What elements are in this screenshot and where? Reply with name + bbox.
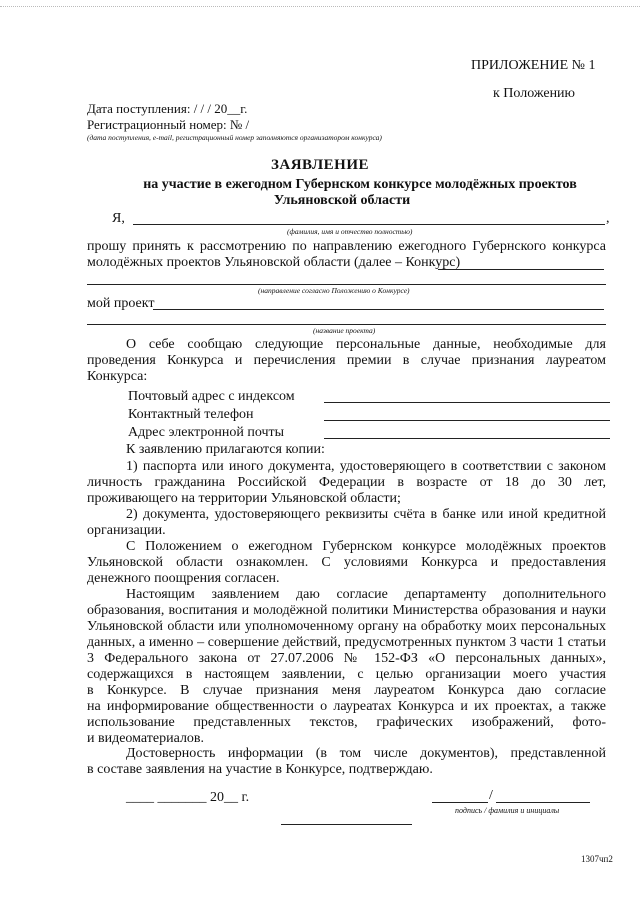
acknowledgement-paragraph [87, 539, 606, 587]
consent-line-7: в Конкурсе. В случае признания меня лауреатом Конкурса даю согласие [87, 683, 606, 698]
phone-field[interactable] [324, 420, 610, 421]
personal-intro-line-1: О себе сообщаю следующие персональные данные, необходимые для [126, 337, 606, 352]
direction-line-a[interactable] [438, 269, 604, 270]
attachment-1-line-2: личность гражданина Российской Федерации в возрасте от 18 до 30 лет, [87, 475, 606, 490]
project-prefix: мой проект [87, 296, 155, 311]
appendix-label: ПРИЛОЖЕНИЕ № 1 [471, 58, 596, 73]
consent-line-1: Настоящим заявлением даю согласие департаменту дополнительного [126, 587, 606, 602]
ack-line-1: С Положением о ежегодном Губернском конкурсе молодёжных проектов [126, 539, 606, 554]
signature-date: ____ _______ 20__ г. [126, 790, 250, 805]
accuracy-line-1: Достоверность информации (в том числе документов), представленной [126, 746, 606, 761]
scan-artifact-top [0, 6, 640, 11]
applicant-caption: (фамилия, имя и отчество полностью) [287, 227, 413, 236]
project-name-line-b[interactable] [87, 324, 606, 325]
consent-line-8: на информирование общественности о лауреатах Конкурса и их проектах, а также [87, 699, 606, 714]
phone-label: Контактный телефон [128, 407, 254, 422]
consent-line-6: содержащихся в настоящем заявлении, с целью организации моего участия [87, 667, 606, 682]
personal-intro-line-2: проведения Конкурса и перечисления премии в случае признания лауреатом [87, 353, 606, 368]
signature-caption: подпись / фамилия и инициалы [455, 806, 560, 815]
attachment-1-line-1: 1) паспорта или иного документа, удостоверяющего в соответствии с законом [126, 459, 606, 474]
project-name-line-a[interactable] [153, 309, 604, 310]
attachment-item-1 [87, 459, 606, 507]
email-field[interactable] [324, 438, 610, 439]
applicant-name-line[interactable] [133, 224, 605, 225]
attachment-2-line-2: организации. [87, 523, 166, 538]
applicant-comma: , [606, 211, 610, 226]
title-line-3: Ульяновской области [273, 193, 411, 208]
signature-name-line[interactable] [496, 802, 590, 803]
signature-slash: / [489, 788, 493, 803]
signature-line[interactable] [432, 802, 488, 803]
attachment-item-2 [87, 507, 606, 539]
ack-line-2: Ульяновской области ознакомлен. С условиями Конкурса и предоставления [87, 555, 606, 570]
postal-address-label: Почтовый адрес с индексом [128, 389, 295, 404]
consent-line-4: данных, а именно – совершение действий, предусмотренных пунктом 3 части 1 статьи [87, 635, 606, 650]
request-line-1: прошу принять к рассмотрению по направлению ежегодного Губернского конкурса [87, 239, 606, 254]
accuracy-line-2: в составе заявления на участие в Конкурсе, подтверждаю. [87, 762, 433, 777]
consent-line-9: использование представленных текстов, графических изображений, фото- [87, 715, 606, 730]
accuracy-paragraph [87, 746, 606, 778]
attachment-1-line-3: проживающего на территории Ульяновской области; [87, 491, 401, 506]
footer-code: 1307чп2 [581, 854, 613, 864]
request-line-2: молодёжных проектов Ульяновской области (далее – Конкурс) [87, 255, 461, 270]
document-title: ЗАЯВЛЕНИЕ [270, 157, 370, 173]
attachment-2-line-1: 2) документа, удостоверяющего реквизиты счёта в банке или иной кредитной [126, 507, 606, 522]
attachments-intro: К заявлению прилагаются копии: [126, 442, 325, 457]
consent-line-10: и видеоматериалов. [87, 731, 205, 746]
postal-address-field[interactable] [324, 402, 610, 403]
date-received: Дата поступления: / / / 20__г. [87, 101, 248, 116]
consent-line-2: образования, воспитания и молодёжной политики Министерства образования и науки [87, 603, 606, 618]
consent-paragraph [87, 587, 606, 747]
extra-line [281, 824, 412, 825]
applicant-prefix: Я, [112, 211, 125, 226]
project-caption: (название проекта) [313, 326, 376, 335]
regulation-label: к Положению [493, 86, 576, 101]
email-label: Адрес электронной почты [128, 425, 285, 440]
personal-intro-line-3: Конкурса: [87, 369, 148, 384]
registration-number: Регистрационный номер: № / [87, 117, 250, 132]
ack-line-3: денежного поощрения согласен. [87, 571, 280, 586]
consent-line-5: 3 Федерального закона от 27.07.2006 № 152-ФЗ «О персональных данных», [87, 651, 606, 666]
consent-line-3: Ульяновской области или уполномоченному органу на обработку моих персональных [87, 619, 606, 634]
registration-note: (дата поступления, e-mail, регистрационный номер заполняются организатором конкурса) [87, 133, 382, 142]
direction-caption: (направление согласно Положению о Конкурсе) [258, 286, 410, 295]
personal-data-intro [87, 337, 606, 385]
title-line-2: на участие в ежегодном Губернском конкурсе молодёжных проектов [143, 177, 577, 192]
direction-line-b[interactable] [87, 284, 606, 285]
